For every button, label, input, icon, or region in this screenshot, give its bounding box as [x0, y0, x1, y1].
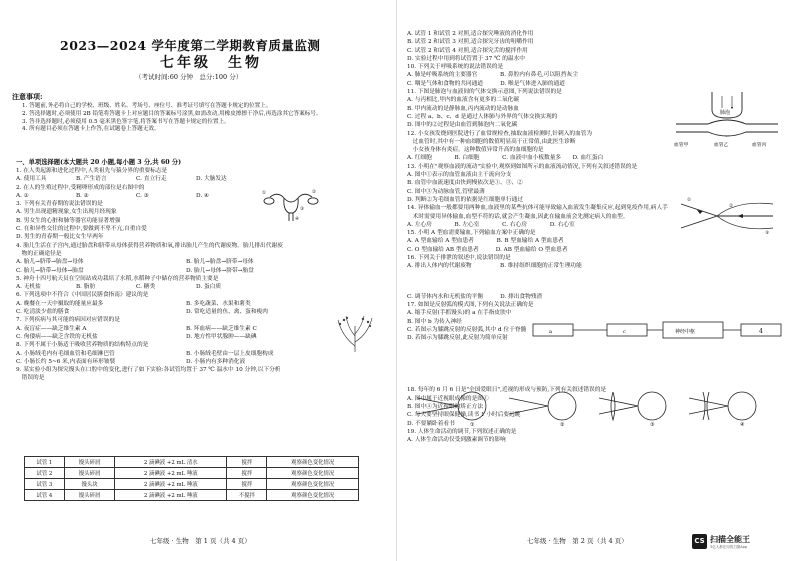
question-line: A. 红细胞 B. 白细胞 C. 血液中血小板数量多 D. 血红蛋白: [407, 155, 604, 162]
option: B. 坏血病——缺乏维生素 C: [186, 325, 257, 332]
uterus-label: ②: [312, 190, 317, 195]
option: D. 常吃适量的鱼、禽、蛋和瘦肉: [186, 309, 268, 316]
table-cell: 馒头碎屑: [64, 468, 115, 479]
section-heading: 一、单项选择题(本大题共 20 小题,每小题 3 分,共 60 分): [16, 159, 182, 166]
option: D. ④: [196, 192, 210, 199]
question-line: D. 图中的②过程是由血管到肺泡内二氧化碳: [407, 122, 518, 129]
question-line: 过血管时,其中有一种血细胞的数值明显高于正常值,由此医生诊断: [407, 138, 576, 145]
question-line: C. 调节体内水和无机盐的平衡 D. 排出食物残渣: [407, 293, 543, 300]
vessel-label: 血管乙: [714, 143, 729, 148]
notice-item: 2. 答选择题时,必须使用 2B 铅笔将答题卡上对应题目的答案标号涂黑,如需改动,用橡皮擦擦干净后,再选涂其它答案标号。: [22, 110, 322, 117]
flow-label: ②: [729, 204, 734, 209]
question-line: A. 排出人体内的代谢废物 B. 维持组织细胞的正常生理功能: [407, 263, 582, 270]
question-line: A. 肺是呼吸系统的主要器官 B. 鼻腔内有鼻毛,可以阻挡灰尘: [407, 72, 578, 79]
question-line: 9. 某实验小组为探究馒头在口腔中的变化,进行了如下实验:各试管均置于 37 ℃ 温水中 10 分钟,以下分析: [16, 367, 281, 374]
question-line: C. 试管 2 和试管 4 对照,适合探究舌的搅拌作用: [407, 47, 528, 54]
flow-label: ①: [687, 198, 692, 203]
option-row: [16, 258, 356, 266]
experiment-table: [24, 456, 359, 501]
question-line: 2. 在人的生殖过程中,受精卵形成的部位是右图中的: [16, 184, 145, 191]
question-line: 14. 异体输血一般都要用两种血,血液里的某些抗体可能导致输入血液发生凝集反应,起到免疫作用,病人手: [407, 205, 668, 212]
option: B. 胎儿→胎盘→脐带→母体: [186, 259, 254, 266]
uterus-label: ③: [300, 207, 305, 212]
flow-label: ③: [765, 231, 770, 236]
footer-right: 七年级 · 生物 第 2 页（共 4 页）: [527, 537, 628, 545]
table-row: [25, 479, 359, 490]
alveolus-label: 肺泡: [720, 110, 731, 116]
question-line: 16. 下列关于排泄的叙述中,说法错误的是: [407, 255, 511, 262]
option-row: [16, 300, 356, 308]
question-line: 11. 下图是肺泡与血液间的气体交换示意图,下列说法错误的是: [407, 89, 562, 96]
option: A. 小肠绒毛内有毛细血管和毛细淋巴管: [16, 350, 115, 357]
question-line: B. 试管 2 和试管 3 对照,适合探究牙齿的咀嚼作用: [407, 39, 534, 46]
question-line: D. 男生的青春期一般比女生早两年: [16, 234, 104, 241]
question-line: 1. 在人类起源和进化过程中,人类祖先与猿分界的重要标志是: [16, 168, 168, 174]
question-line: 10. 下列关于呼吸系统的说法错误的是: [407, 64, 504, 71]
reflex-arc-figure: [527, 320, 787, 342]
table-cell: 搅拌: [227, 468, 267, 479]
option: A. 胎儿→脐带→胎盘→母体: [16, 259, 84, 266]
question-line: 8. 下列不属于小肠适于吸收营养物质的结构特点的是: [16, 342, 149, 349]
vessel-label: 血管甲: [674, 143, 689, 148]
option: A. 使用工具: [16, 176, 47, 183]
question-line: 17. 如图是反射弧的模式图,下列有关说法正确的是: [407, 301, 534, 308]
table-cell: 观察颜色变化情况: [267, 479, 359, 490]
option-row: [16, 350, 356, 358]
question-line: A. 图中属于近视眼成像的是图①: [407, 395, 489, 402]
table-row: [25, 490, 359, 501]
table-row: [25, 457, 359, 468]
reflex-label: 4: [759, 328, 763, 335]
option: C. 吃清淡少盐的膳食: [16, 309, 70, 316]
eye-label: ①: [470, 422, 475, 426]
blood-flow-figure: [677, 196, 777, 236]
question-line: C. 图中③为动脉血管,管壁最薄: [407, 188, 485, 195]
rice-figure: [330, 316, 380, 352]
camscanner-logo: [692, 533, 788, 553]
question-line: C. O 型血输给 AB 型血患者 D. AB 型血输给 O 型血患者: [407, 246, 568, 253]
question-line: 15. 小明 A 型血需要输血,下列输血方案中正确的是: [407, 230, 536, 237]
exam-subject: 七年级 生物: [160, 55, 262, 71]
table-cell: 试管 4: [25, 490, 65, 501]
table-cell: 试管 3: [25, 479, 65, 490]
question-line: 3. 下列有关青春期的说法错误的是: [16, 201, 103, 208]
table-cell: 试管 2: [25, 468, 65, 479]
question-line: B. 图中 b 为传入神经: [407, 318, 462, 325]
option-row: [16, 175, 256, 183]
option: D. 小肠内有多种消化液: [186, 358, 246, 365]
option: A. 无机盐: [16, 284, 41, 291]
question-line: 小女孩身体有炎症。这种数值异常升高的血细胞的是: [407, 147, 544, 154]
table-cell: 搅拌: [227, 457, 267, 468]
uterus-figure: [262, 188, 320, 222]
option-row: [16, 325, 356, 333]
notice-heading: 注意事项:: [12, 92, 43, 101]
option-row: [16, 358, 356, 366]
table-cell: 不搅拌: [227, 490, 267, 501]
option: B. 多吃蔬菜、水果和薯类: [186, 300, 251, 307]
eye-label: ②: [560, 422, 565, 426]
table-cell: 2 滴碘液 +2 mL 唾液: [115, 490, 227, 501]
option: D. 地方性甲状腺肿——缺碘: [186, 333, 257, 340]
question-line: C. 过程 a、b、c、d 是通过人体肺与外界的气体交换实现的: [407, 113, 558, 120]
notice-item: 1. 答题前,务必将自己的学校、班级、姓名、考场号、座位号、准考证号填写在答题卡规定的位置上。: [22, 103, 272, 109]
option: B. 小肠绒毛壁由一层上皮细胞构成: [186, 350, 274, 357]
table-cell: 馒头碎屑: [64, 457, 115, 468]
logo-slogan: 3亿人都在用的扫描App: [710, 545, 748, 549]
question-line: 13. 小明在"观察血液的流动"实验中,观察到如图所示的血液流动情况,下列有关叙述错误的是: [407, 163, 638, 170]
question-line: 4. 胎儿生活在子宫内,通过胎盘和脐带从母体获得营养物质和氧,排出胎儿产生的代谢废物。胎儿排出代谢废: [16, 242, 283, 249]
option: B. 产生语言: [76, 176, 107, 183]
question-line: 19. 人体生命活动的调节,下列叙述正确的是: [407, 428, 517, 435]
logo-mark: CS: [692, 534, 707, 549]
option: C. ③: [136, 192, 149, 199]
question-line: 5. 神舟十四号航天员在空间站成功栽培了水稻,水稻种子中储存的营养物质主要是: [16, 275, 219, 282]
option: B. ②: [76, 192, 89, 199]
footer-left: 七年级 · 生物 第 1 页（共 4 页）: [150, 537, 251, 545]
question-line: 物的正确途径是: [16, 250, 62, 257]
option-row: [16, 283, 256, 291]
table-cell: 观察颜色变化情况: [267, 457, 359, 468]
eye-label: ④: [740, 422, 745, 426]
notice-list: [22, 103, 367, 134]
question-line: A. 与丙相比,甲内的血液含有更多的二氧化碳: [407, 97, 519, 104]
question-line: D. 判断②为毛细血管的依据是红细胞单行通过: [407, 196, 524, 203]
question-line: B. 男女生的心脏和肺等器官功能显著增强: [16, 217, 121, 224]
question-line: 18. 每年的 6 月 6 日是"全国爱眼日",近视的形成与预防,下列有关叙述错误的是: [407, 387, 607, 394]
experiment-table-wrap: [24, 456, 359, 501]
question-line: 错误的是: [16, 375, 45, 382]
table-cell: 馒头块: [64, 479, 115, 490]
question-line: A. 左心房 B. 左心室 C. 右心房 D. 右心室: [407, 221, 575, 228]
question-line: D. 不要躺卧着看书: [407, 420, 455, 427]
reflex-center: 神经中枢: [675, 329, 696, 335]
option: C. 佝偻病——缺乏含铁的无机盐: [16, 333, 98, 340]
uterus-label: ①: [262, 191, 267, 196]
question-line: D. 实验过程中用到将试管置于 37 ℃ 的温水中: [407, 55, 525, 62]
eye-label: ③: [650, 422, 655, 426]
logo-name: 扫描全能王: [710, 535, 750, 544]
table-cell: 2 滴碘液 +2 mL 清水: [115, 457, 227, 468]
question-line: 7. 下列疾病与其可能的病因对应错误的是: [16, 317, 120, 324]
option: A. 晚餐在一天中摄取的能量应最多: [16, 300, 104, 307]
question-line: A. 人体生命活动仅受到激素调节的影响: [407, 437, 506, 444]
table-cell: 2 滴碘液 +2 mL 唾液: [115, 479, 227, 490]
option: D. 胎儿→母体→脐带→胎盘: [186, 267, 254, 274]
table-cell: 试管 1: [25, 457, 65, 468]
question-line: A. 男生出现遗精现象,女生出现月经现象: [16, 209, 117, 216]
option: C. 糖类: [136, 284, 156, 291]
question-line: A. 试管 1 和试管 2 对照,适合探究唾液的消化作用: [407, 31, 534, 37]
reflex-label: c: [623, 329, 626, 335]
option: A. 夜盲症——缺乏维生素 A: [16, 325, 87, 332]
table-cell: 观察颜色变化情况: [267, 468, 359, 479]
question-line: C. 若图示为膝跳反射的反射弧,其中 d 位于脊髓: [407, 326, 527, 333]
question-line: D. 若图示为膝跳反射,此反射为简单反射: [407, 335, 508, 342]
question-line: 12. 小女孩发烧到医院进行了血常规检查,抽取血液检测时,针刺入的血管为: [407, 130, 593, 137]
question-line: B. 图中④为近视眼的矫正方法: [407, 403, 484, 410]
question-line: B. 血管中血流速度由快到慢依次是①、③、②: [407, 180, 523, 187]
exam-title: 2023—2024 学年度第二学期教育质量监测: [60, 38, 321, 53]
option-row: [16, 267, 356, 275]
question-line: C. 每天要坚持眼保健操,读书 1 小时后要远眺: [407, 412, 521, 419]
table-row: [25, 468, 359, 479]
question-line: 术时需要用异体输血,血型不符的话,就会产生凝血,因此在输血前会先测定病人的血型。: [407, 213, 629, 220]
question-line: 6. 下列选项中不符合《中国居民膳食指南》建议的是: [16, 292, 149, 299]
option: A. ①: [16, 192, 29, 199]
uterus-label: ④: [295, 217, 300, 222]
option: D. 大脑发达: [196, 176, 227, 183]
option-row: [16, 308, 356, 316]
notice-item: 4. 所有题目必须在答题卡上作答,在试题卷上答题无效。: [22, 126, 160, 133]
table-cell: 馒头碎屑: [64, 490, 115, 501]
question-line: A. A 型血输给 A 型血患者 B. B 型血输给 A 型血患者: [407, 238, 564, 245]
option: D. 蛋白质: [196, 284, 222, 291]
right-page: [397, 0, 794, 561]
option-row: [16, 192, 256, 200]
option: C. 小肠长约 5~6 米,内表面有环形皱襞: [16, 358, 116, 365]
question-line: B. 甲内流动的是静脉血,丙内流动的是动脉血: [407, 105, 519, 112]
option: C. 直立行走: [136, 176, 167, 183]
alveolus-figure: [672, 88, 782, 150]
notice-item: 3. 答非选择题时,必须使用 0.5 毫米黑色签字笔,将答案书写在答题卡规定的位置上。: [22, 118, 230, 125]
question-line: C. 在和异性交往的过程中,要做到不卑不亢,自重自爱: [16, 226, 147, 233]
option: C. 胎儿→脐带→母体→胎盘: [16, 267, 84, 274]
exam-meta: （考试时间:60 分钟 总分:100 分）: [135, 73, 243, 81]
table-cell: 2 滴碘液 +2 mL 唾液: [115, 468, 227, 479]
question-line: C. 咽是气体和食物的共同通道 D. 喉是气体进入肺的通道: [407, 80, 565, 87]
eye-figures: [417, 386, 777, 426]
table-cell: 观察颜色变化情况: [267, 490, 359, 501]
table-cell: 搅拌: [227, 479, 267, 490]
option: B. 脂肪: [76, 284, 96, 291]
question-line: A. 缩手反射(手抓馒头)的 a 在手指皮肤中: [407, 310, 512, 317]
vessel-label: 血管丙: [752, 143, 767, 148]
reflex-label: a: [549, 329, 552, 335]
question-line: A. 图中①表示的血管血液由主干流向分支: [407, 172, 512, 179]
option-row: [16, 333, 356, 341]
